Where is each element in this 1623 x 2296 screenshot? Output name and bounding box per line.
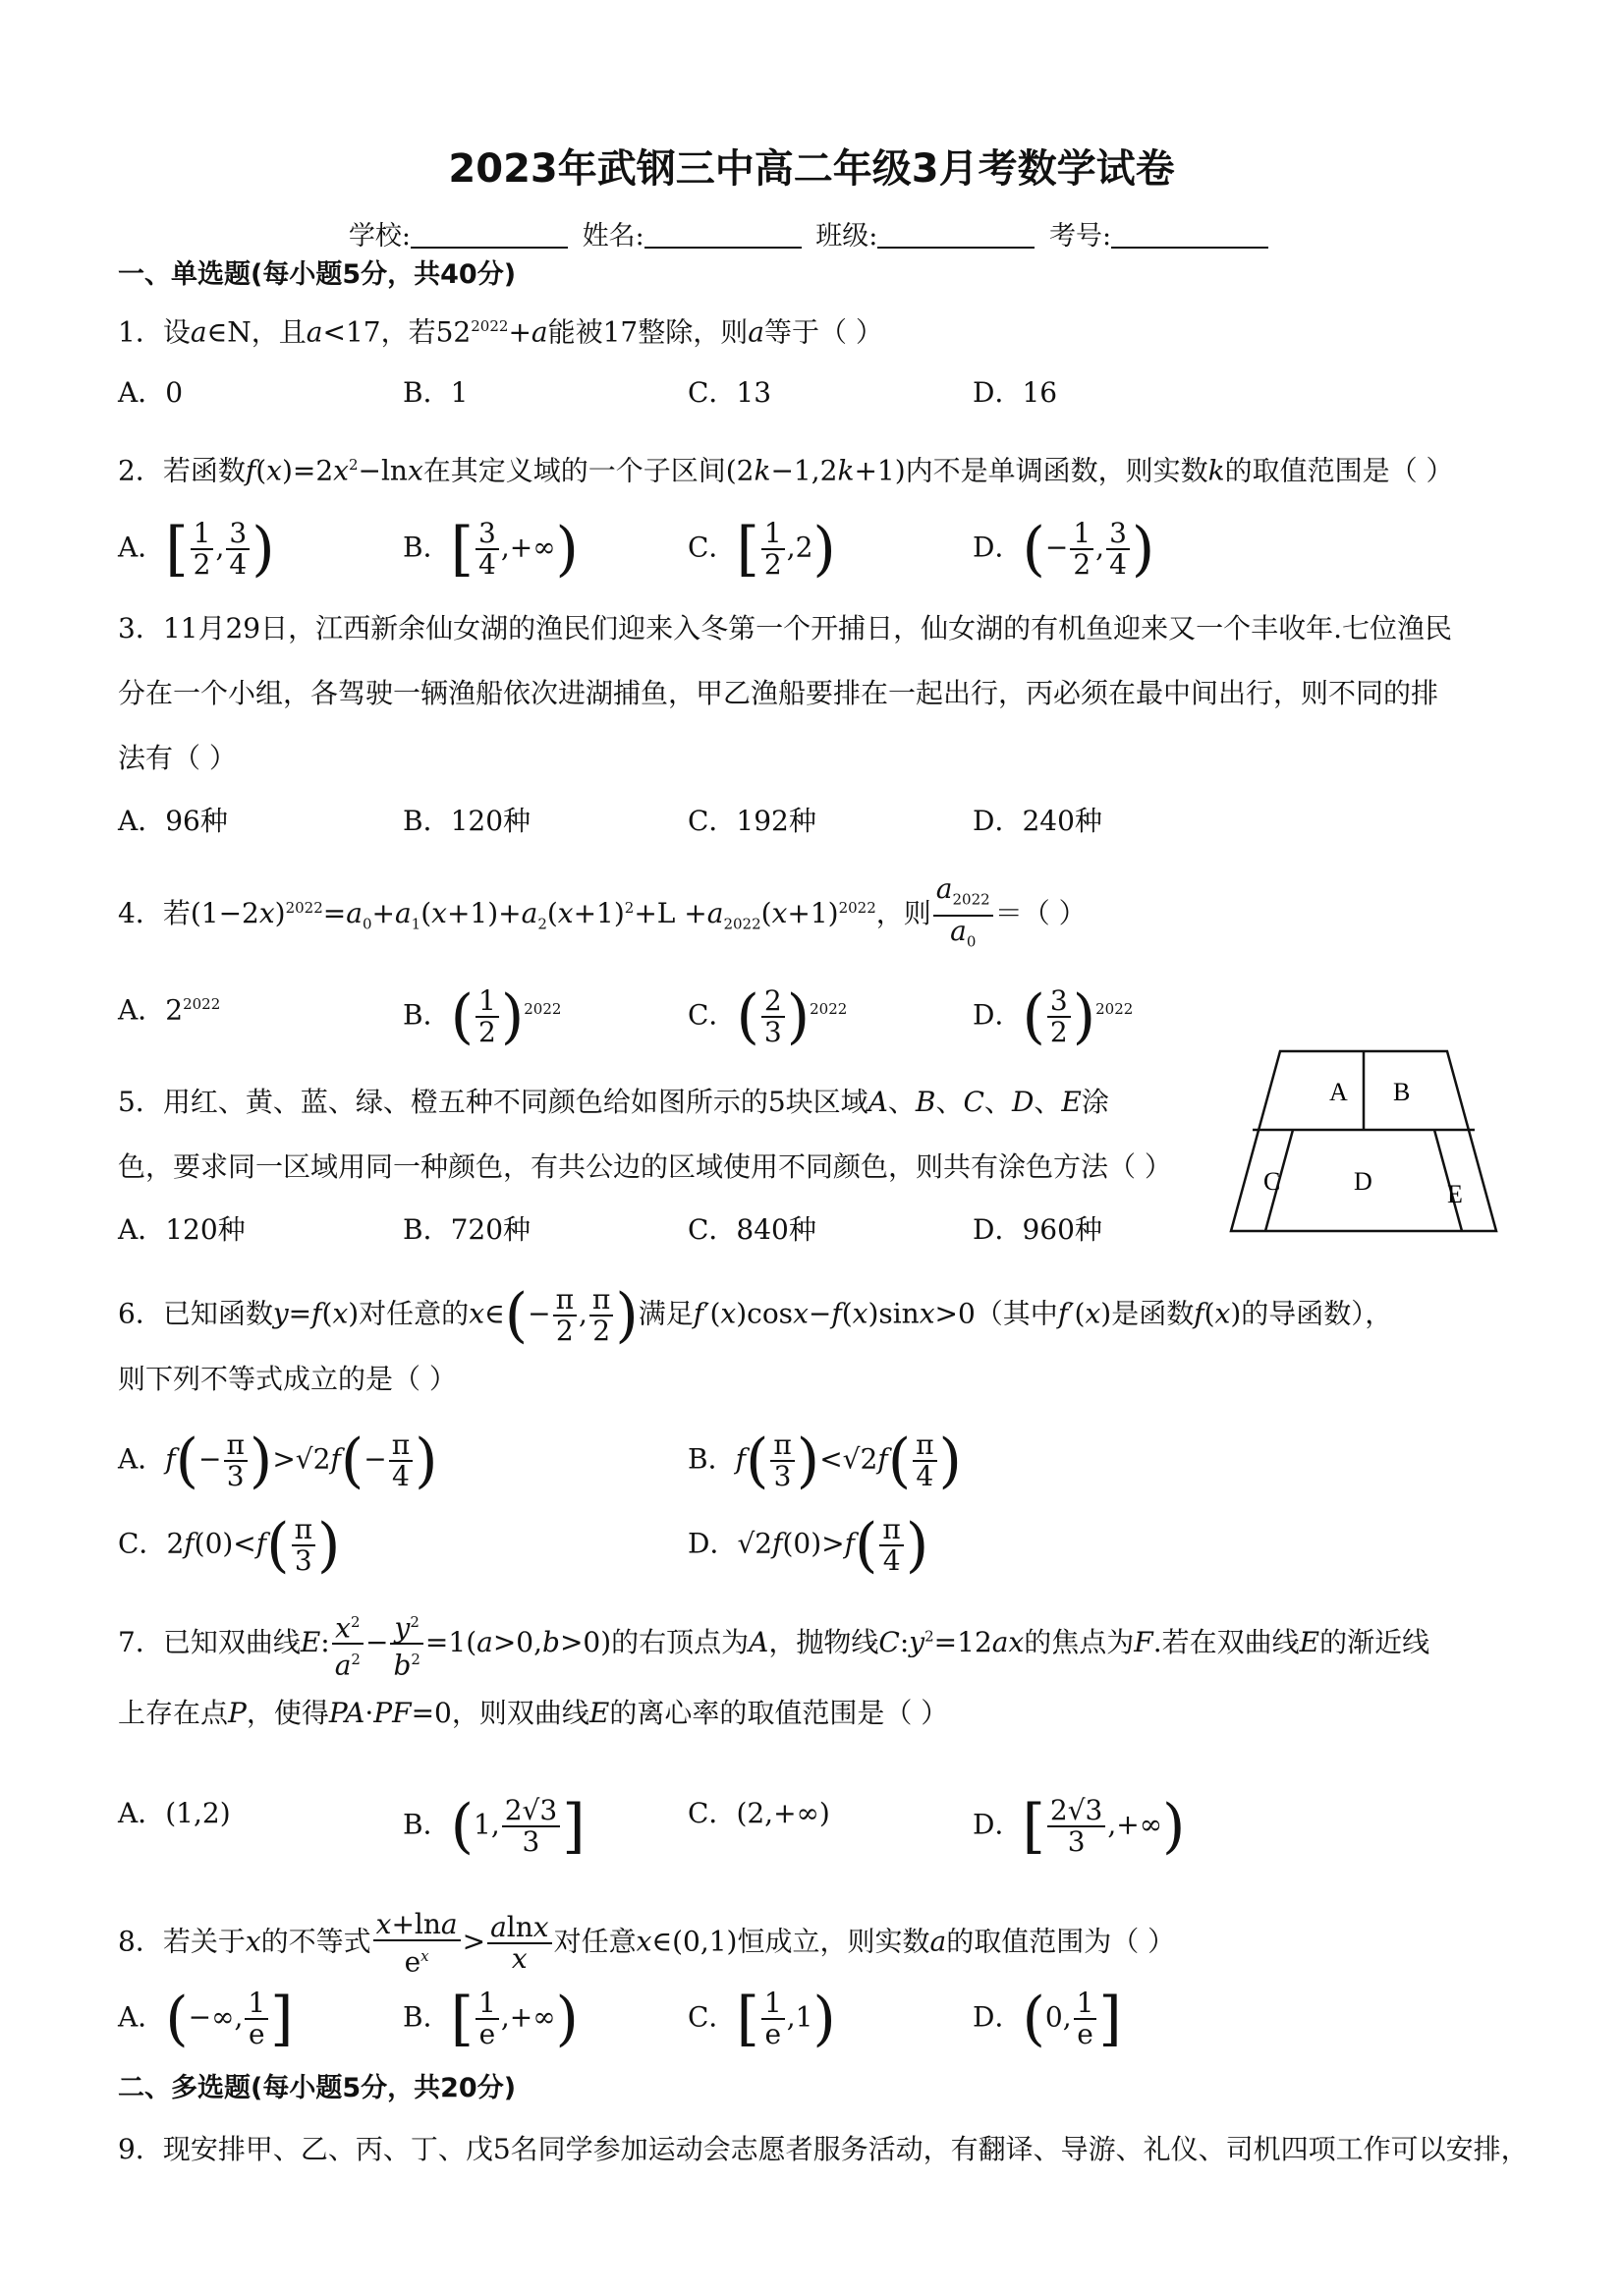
q2-option-d[interactable]: D．(− $\frac{1}{2}$ , $\frac{3}{4}$ ) bbox=[973, 515, 1155, 584]
q7-option-a[interactable]: A．(1,2) bbox=[118, 1797, 231, 1829]
section-multiple-choice: 二、多选题(每小题5分，共20分) bbox=[118, 2073, 517, 2103]
q6-option-b[interactable]: B．f( $\frac{\pi}{3}$ )<√2f( $\frac{\pi}{4}$ ) bbox=[688, 1427, 962, 1495]
question-3-line-3: 法有（ ） bbox=[118, 742, 237, 774]
q5-option-a[interactable]: A．120种 bbox=[118, 1213, 246, 1246]
class-blank[interactable] bbox=[877, 221, 1035, 249]
q8-option-c[interactable]: C．[ $\frac{1}{e}$ ,1) bbox=[688, 1985, 836, 2053]
q4-option-a[interactable]: A．$2^{2022}$ bbox=[118, 993, 221, 1027]
region-d-label: D bbox=[1354, 1167, 1372, 1196]
name-label: 姓名: bbox=[582, 221, 644, 252]
q4-option-b[interactable]: B．( $\frac{1}{2}$ )$^{2022}$ bbox=[403, 982, 562, 1051]
q2-option-c[interactable]: C．[ $\frac{1}{2}$ ,2) bbox=[688, 515, 836, 584]
number-blank[interactable] bbox=[1111, 221, 1268, 249]
question-4: 4．若$(1-2x)^{2022}=a_0+a_1(x+1)+a_2(x+1)^2+L +a_{2022}(x+1)^{2022}$，则 $\frac{a_{2022}}{a_0}$ ＝（ ） bbox=[118, 872, 1087, 951]
section-single-choice: 一、单选题(每小题5分，共40分) bbox=[118, 259, 517, 290]
question-6: 6．已知函数y=f(x)对任意的x∈(− $\frac{\pi}{2}$ , $\frac{\pi}{2}$ )满足f′(x)cosx−f(x)sinx>0（其中f′(x)是函数f(x)的导函数）， bbox=[118, 1281, 1393, 1350]
q1-option-d[interactable]: D．16 bbox=[973, 376, 1058, 409]
name-blank[interactable] bbox=[644, 221, 802, 249]
student-info-line bbox=[0, 214, 1623, 252]
question-7: 7．已知双曲线E: $\frac{x^2}{a^2}$ − $\frac{y^2}{b^2}$ =1(a>0,b>0)的右顶点为A，抛物线$C:y^2=12ax$的焦点为F.若在双曲线E的渐近线 bbox=[118, 1607, 1429, 1681]
school-label: 学校: bbox=[348, 221, 411, 252]
question-1: 1．设a∈N，且a<17，若$52^{2022}+a$能被17整除，则a等于（ ） bbox=[118, 315, 883, 349]
region-b-label: B bbox=[1393, 1078, 1411, 1106]
region-c-label: C bbox=[1263, 1167, 1281, 1196]
class-label: 班级: bbox=[815, 221, 878, 252]
q7-option-b[interactable]: B．(1, $\frac{2√3}{3}$ ] bbox=[403, 1792, 586, 1861]
q4-option-c[interactable]: C．( $\frac{2}{3}$ )$^{2022}$ bbox=[688, 982, 848, 1051]
q6-option-a[interactable]: A．f(− $\frac{\pi}{3}$ )>√2f(− $\frac{\pi}{4}$ ) bbox=[118, 1427, 438, 1495]
region-a-label: A bbox=[1329, 1078, 1348, 1106]
number-label: 考号: bbox=[1049, 221, 1112, 252]
question-5-line-2: 色，要求同一区域用同一种颜色，有共公边的区域使用不同颜色，则共有涂色方法（ ） bbox=[118, 1150, 1172, 1183]
question-8: 8．若关于x的不等式 $\frac{x+\ln a}{e^x}$ > $\frac{alnx}{x}$ 对任意x∈(0,1)恒成立，则实数a的取值范围为（ ） bbox=[118, 1908, 1176, 1979]
q2-option-b[interactable]: B．[ $\frac{3}{4}$ ,+∞) bbox=[403, 515, 579, 584]
q1-option-c[interactable]: C．13 bbox=[688, 376, 772, 409]
q2-option-a[interactable]: A．[ $\frac{1}{2}$ , $\frac{3}{4}$ ) bbox=[118, 515, 275, 584]
question-7-line-2: 上存在点P，使得PA·PF=0，则双曲线E的离心率的取值范围是（ ） bbox=[118, 1697, 949, 1729]
question-9-line-1: 9．现安排甲、乙、丙、丁、戊5名同学参加运动会志愿者服务活动，有翻译、导游、礼仪、司机四项工作可以安排， bbox=[118, 2133, 1529, 2165]
q5-option-d[interactable]: D．960种 bbox=[973, 1213, 1102, 1246]
q3-option-b[interactable]: B．120种 bbox=[403, 805, 532, 837]
q8-option-d[interactable]: D．(0, $\frac{1}{e}$ ] bbox=[973, 1985, 1122, 2053]
q5-option-c[interactable]: C．840种 bbox=[688, 1213, 816, 1246]
q8-option-a[interactable]: A．(−∞, $\frac{1}{e}$ ] bbox=[118, 1985, 294, 2053]
q4-option-d[interactable]: D．( $\frac{3}{2}$ )$^{2022}$ bbox=[973, 982, 1134, 1051]
q5-option-b[interactable]: B．720种 bbox=[403, 1213, 532, 1246]
q6-option-c[interactable]: C．2f(0)<f( $\frac{\pi}{3}$ ) bbox=[118, 1511, 341, 1580]
q6-option-d[interactable]: D．√2f(0)>f( $\frac{\pi}{4}$ ) bbox=[688, 1511, 929, 1580]
q8-option-b[interactable]: B．[ $\frac{1}{e}$ ,+∞) bbox=[403, 1985, 579, 2053]
q7-option-c[interactable]: C．(2,+∞) bbox=[688, 1797, 830, 1829]
q1-option-b[interactable]: B．1 bbox=[403, 376, 469, 409]
question-3-line-1: 3．11月29日，江西新余仙女湖的渔民们迎来入冬第一个开捕日，仙女湖的有机鱼迎来又一个丰收年.七位渔民 bbox=[118, 612, 1452, 644]
region-e-label: E bbox=[1447, 1180, 1463, 1208]
q3-option-d[interactable]: D．240种 bbox=[973, 805, 1102, 837]
page-title: 2023年武钢三中高二年级3月考数学试卷 bbox=[448, 146, 1175, 192]
question-5-line-1: 5．用红、黄、蓝、绿、橙五种不同颜色给如图所示的5块区域A、B、C、D、E涂 bbox=[118, 1086, 1109, 1118]
question-2: 2．若函数$f(x)=2x^2-\ln x$在其定义域的一个子区间(2k−1,2k+1)内不是单调函数，则实数k的取值范围是（ ） bbox=[118, 454, 1454, 487]
q1-option-a[interactable]: A．0 bbox=[118, 376, 184, 409]
question-3-line-2: 分在一个小组，各驾驶一辆渔船依次进湖捕鱼，甲乙渔船要排在一起出行，丙必须在最中间出行，则不同的排 bbox=[118, 677, 1439, 709]
question-6-line-2: 则下列不等式成立的是（ ） bbox=[118, 1363, 457, 1395]
q5-region-diagram bbox=[1226, 1049, 1501, 1236]
q7-option-d[interactable]: D．[ $\frac{2√3}{3}$ ,+∞) bbox=[973, 1792, 1186, 1861]
q3-option-a[interactable]: A．96种 bbox=[118, 805, 228, 837]
q3-option-c[interactable]: C．192种 bbox=[688, 805, 816, 837]
school-blank[interactable] bbox=[411, 221, 568, 249]
